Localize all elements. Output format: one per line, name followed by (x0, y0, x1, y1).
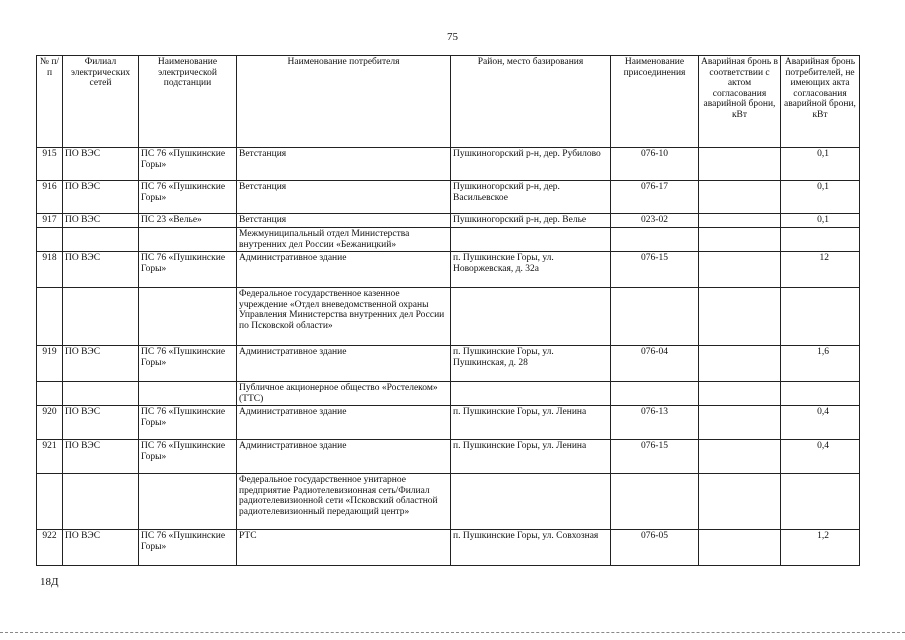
cell-substation (139, 474, 237, 530)
header-reserve-act: Аварийная бронь в соответствии с актом согласования аварийной брони, кВт (699, 56, 781, 148)
table-row (37, 530, 860, 566)
cell-num (37, 382, 63, 406)
table-row (37, 406, 860, 440)
reserve-table (36, 55, 860, 566)
cell-substation: ПС 76 «Пушкинские Горы» (139, 406, 237, 440)
cell-num: 918 (37, 252, 63, 288)
table-body (37, 148, 860, 566)
cell-consumer: Ветстанция (237, 181, 451, 214)
bottom-edge-line (0, 632, 905, 633)
cell-connection: 076-04 (611, 346, 699, 382)
table-row (37, 346, 860, 382)
cell-connection: 023-02 (611, 214, 699, 228)
header-reserve-no-act: Аварийная бронь потребителей, не имеющих акта согласования аварийной брони, кВт (781, 56, 860, 148)
cell-num: 917 (37, 214, 63, 228)
table-row (37, 148, 860, 181)
cell-num (37, 228, 63, 252)
cell-branch: ПО ВЭС (63, 530, 139, 566)
cell-reserve-act (699, 181, 781, 214)
table-row (37, 181, 860, 214)
cell-district: п. Пушкинские Горы, ул. Пушкинская, д. 28 (451, 346, 611, 382)
cell-consumer: Федеральное государственное казенное учреждение «Отдел вневедомственной охраны Управления Министерства внутренних дел России по Псковской области» (237, 288, 451, 346)
cell-reserve-act (699, 148, 781, 181)
cell-connection: 076-05 (611, 530, 699, 566)
cell-branch (63, 228, 139, 252)
cell-district: п. Пушкинские Горы, ул. Ленина (451, 440, 611, 474)
cell-num: 916 (37, 181, 63, 214)
cell-reserve-act (699, 474, 781, 530)
cell-num: 920 (37, 406, 63, 440)
cell-branch: ПО ВЭС (63, 440, 139, 474)
cell-reserve-no-act: 0,1 (781, 181, 860, 214)
cell-connection (611, 228, 699, 252)
cell-consumer: Административное здание (237, 252, 451, 288)
cell-consumer: Федеральное государственное унитарное предприятие Радиотелевизионная сеть/Филиал радиотелевизионной сети «Псковский областной радиотелевизионный передающий центр» (237, 474, 451, 530)
table-row (37, 382, 860, 406)
page-number: 75 (447, 31, 458, 43)
cell-branch: ПО ВЭС (63, 406, 139, 440)
cell-branch (63, 474, 139, 530)
cell-num: 922 (37, 530, 63, 566)
cell-reserve-no-act: 0,4 (781, 440, 860, 474)
cell-substation: ПС 76 «Пушкинские Горы» (139, 181, 237, 214)
cell-reserve-act (699, 214, 781, 228)
cell-num (37, 474, 63, 530)
cell-consumer: Ветстанция (237, 214, 451, 228)
cell-substation: ПС 76 «Пушкинские Горы» (139, 252, 237, 288)
cell-consumer: Административное здание (237, 346, 451, 382)
cell-reserve-act (699, 228, 781, 252)
cell-reserve-no-act (781, 288, 860, 346)
cell-reserve-no-act (781, 474, 860, 530)
cell-substation: ПС 76 «Пушкинские Горы» (139, 148, 237, 181)
cell-district: Пушкиногорский р-н, дер. Васильевское (451, 181, 611, 214)
cell-num: 915 (37, 148, 63, 181)
cell-consumer: Ветстанция (237, 148, 451, 181)
cell-district: Пушкиногорский р-н, дер. Рубилово (451, 148, 611, 181)
header-num: № п/п (37, 56, 63, 148)
cell-reserve-no-act: 0,1 (781, 214, 860, 228)
cell-substation: ПС 76 «Пушкинские Горы» (139, 440, 237, 474)
cell-reserve-no-act (781, 228, 860, 252)
cell-consumer: Административное здание (237, 406, 451, 440)
cell-reserve-no-act: 0,4 (781, 406, 860, 440)
cell-reserve-no-act: 1,2 (781, 530, 860, 566)
cell-branch: ПО ВЭС (63, 346, 139, 382)
cell-branch: ПО ВЭС (63, 181, 139, 214)
cell-reserve-act (699, 382, 781, 406)
cell-num: 919 (37, 346, 63, 382)
cell-branch (63, 382, 139, 406)
cell-reserve-act (699, 346, 781, 382)
cell-district: Пушкиногорский р-н, дер. Велье (451, 214, 611, 228)
table-row (37, 228, 860, 252)
cell-num: 921 (37, 440, 63, 474)
table-row (37, 440, 860, 474)
cell-branch: ПО ВЭС (63, 148, 139, 181)
cell-branch: ПО ВЭС (63, 252, 139, 288)
header-substation: Наименование электрической подстанции (139, 56, 237, 148)
table-row (37, 288, 860, 346)
cell-reserve-no-act: 0,1 (781, 148, 860, 181)
header-consumer: Наименование потребителя (237, 56, 451, 148)
cell-reserve-no-act: 12 (781, 252, 860, 288)
cell-branch (63, 288, 139, 346)
cell-district (451, 228, 611, 252)
table-row (37, 474, 860, 530)
cell-num (37, 288, 63, 346)
cell-substation: ПС 76 «Пушкинские Горы» (139, 530, 237, 566)
cell-reserve-act (699, 252, 781, 288)
cell-connection (611, 382, 699, 406)
cell-district: п. Пушкинские Горы, ул. Ленина (451, 406, 611, 440)
cell-consumer: Межмуниципальный отдел Министерства внутренних дел России «Бежаницкий» (237, 228, 451, 252)
cell-connection: 076-13 (611, 406, 699, 440)
cell-district (451, 382, 611, 406)
cell-branch: ПО ВЭС (63, 214, 139, 228)
cell-reserve-act (699, 406, 781, 440)
cell-district: п. Пушкинские Горы, ул. Новоржевская, д. 32а (451, 252, 611, 288)
cell-reserve-no-act (781, 382, 860, 406)
header-district: Район, место базирования (451, 56, 611, 148)
cell-district (451, 474, 611, 530)
cell-substation: ПС 76 «Пушкинские Горы» (139, 346, 237, 382)
cell-connection (611, 474, 699, 530)
cell-connection: 076-15 (611, 440, 699, 474)
table-row (37, 252, 860, 288)
cell-substation (139, 382, 237, 406)
header-branch: Филиал электрических сетей (63, 56, 139, 148)
header-connection: Наименование присоединения (611, 56, 699, 148)
cell-substation (139, 228, 237, 252)
cell-connection: 076-10 (611, 148, 699, 181)
table-row (37, 214, 860, 228)
cell-substation (139, 288, 237, 346)
cell-consumer: РТС (237, 530, 451, 566)
cell-district: п. Пушкинские Горы, ул. Совхозная (451, 530, 611, 566)
cell-connection (611, 288, 699, 346)
cell-consumer: Административное здание (237, 440, 451, 474)
header-row (37, 56, 860, 148)
cell-connection: 076-17 (611, 181, 699, 214)
cell-reserve-act (699, 530, 781, 566)
cell-consumer: Публичное акционерное общество «Ростелеком» (ТТС) (237, 382, 451, 406)
footer-code: 18Д (40, 576, 59, 588)
cell-district (451, 288, 611, 346)
cell-reserve-act (699, 440, 781, 474)
cell-reserve-no-act: 1,6 (781, 346, 860, 382)
cell-reserve-act (699, 288, 781, 346)
cell-substation: ПС 23 «Велье» (139, 214, 237, 228)
cell-connection: 076-15 (611, 252, 699, 288)
